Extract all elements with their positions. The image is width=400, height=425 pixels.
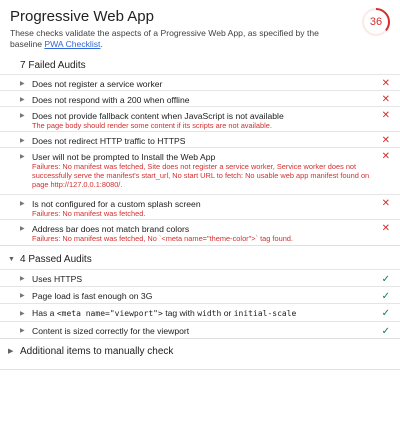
- audit-item[interactable]: [0, 131, 400, 147]
- pwa-checklist-link[interactable]: PWA Checklist: [44, 38, 101, 49]
- fail-icon: ✕: [381, 94, 390, 105]
- expand-arrow-icon[interactable]: ▶: [20, 97, 25, 103]
- pass-check-icon: ✓: [381, 326, 390, 337]
- section-divider: [0, 338, 400, 339]
- fail-icon: ✕: [381, 198, 390, 209]
- audit-failure-note: Failures: No manifest was fetched, Site does not register a service worker, Service worker does not successfully serve the manifest's start_url, No start URL to fetch: No usable web app manifest found on page http://127.0.0.1:8080/.: [32, 162, 370, 189]
- audit-item[interactable]: [0, 90, 400, 106]
- score-gauge: [361, 7, 391, 37]
- audit-item[interactable]: [0, 74, 400, 90]
- audit-item[interactable]: [0, 194, 400, 219]
- audit-title: Content is sized correctly for the viewport: [32, 326, 190, 336]
- expand-arrow-icon[interactable]: ▶: [20, 138, 25, 144]
- failed-audits-header: 7 Failed Audits: [20, 60, 86, 71]
- audit-item[interactable]: [0, 147, 400, 194]
- passed-audits-header[interactable]: ▼ 4 Passed Audits: [8, 253, 92, 265]
- audit-title: Does not register a service worker: [32, 79, 163, 89]
- expand-arrow-icon[interactable]: ▶: [20, 81, 25, 87]
- expand-arrow-icon[interactable]: ▶: [20, 328, 25, 334]
- expand-arrow-icon[interactable]: ▶: [20, 201, 25, 207]
- audit-item[interactable]: [0, 286, 400, 303]
- fail-icon: ✕: [381, 223, 390, 234]
- audit-title: Uses HTTPS: [32, 274, 83, 284]
- category-header: [0, 0, 400, 56]
- code-snippet: <meta name="viewport">: [56, 309, 163, 318]
- pass-check-icon: ✓: [381, 274, 390, 285]
- failed-audits-list: [0, 74, 400, 245]
- fail-icon: ✕: [381, 110, 390, 121]
- category-title: Progressive Web App: [10, 8, 154, 25]
- audit-failure-note: The page body should render some content if its scripts are not available.: [32, 121, 272, 130]
- audit-item[interactable]: [0, 106, 400, 131]
- pass-check-icon: ✓: [381, 308, 390, 319]
- manual-checks-header[interactable]: ▶ Additional items to manually check: [8, 345, 174, 357]
- audit-item[interactable]: [0, 219, 400, 245]
- audit-failure-note: Failures: No manifest was fetched.: [32, 209, 146, 218]
- expand-arrow-icon[interactable]: ▶: [8, 348, 14, 355]
- audit-title: Does not respond with a 200 when offline: [32, 95, 190, 105]
- audit-title: Is not configured for a custom splash screen: [32, 199, 201, 209]
- audit-title: Page load is fast enough on 3G: [32, 291, 153, 301]
- fail-icon: ✕: [381, 151, 390, 162]
- audit-item[interactable]: [0, 269, 400, 286]
- audit-failure-note: Failures: No manifest was fetched, No `<meta name="theme-color">` tag found.: [32, 234, 293, 243]
- audit-item[interactable]: [0, 303, 400, 321]
- audit-title: Has a <meta name="viewport"> tag with width or initial-scale: [32, 308, 297, 318]
- expand-arrow-icon[interactable]: ▶: [20, 293, 25, 299]
- code-snippet: width: [197, 309, 222, 318]
- audit-title: User will not be prompted to Install the Web App: [32, 152, 216, 162]
- fail-icon: ✕: [381, 135, 390, 146]
- audit-title: Address bar does not match brand colors: [32, 224, 190, 234]
- audit-title: Does not provide fallback content when JavaScript is not available: [32, 111, 284, 121]
- expand-arrow-icon[interactable]: ▶: [20, 276, 25, 282]
- expand-arrow-icon[interactable]: ▶: [20, 310, 25, 317]
- collapse-arrow-icon[interactable]: ▼: [8, 255, 15, 263]
- code-snippet: initial-scale: [233, 309, 297, 318]
- pass-check-icon: ✓: [381, 291, 390, 302]
- audit-item[interactable]: [0, 321, 400, 338]
- passed-audits-list: [0, 269, 400, 338]
- expand-arrow-icon[interactable]: ▶: [20, 154, 25, 160]
- audit-title: Does not redirect HTTP traffic to HTTPS: [32, 136, 186, 146]
- category-description: These checks validate the aspects of a Progressive Web App, as specified by the baseline PWA Checklist.: [10, 28, 319, 49]
- fail-icon: ✕: [381, 78, 390, 89]
- expand-arrow-icon[interactable]: ▶: [20, 226, 25, 232]
- score-value: 36: [369, 16, 383, 28]
- section-divider: [0, 369, 400, 370]
- expand-arrow-icon[interactable]: ▶: [20, 113, 25, 119]
